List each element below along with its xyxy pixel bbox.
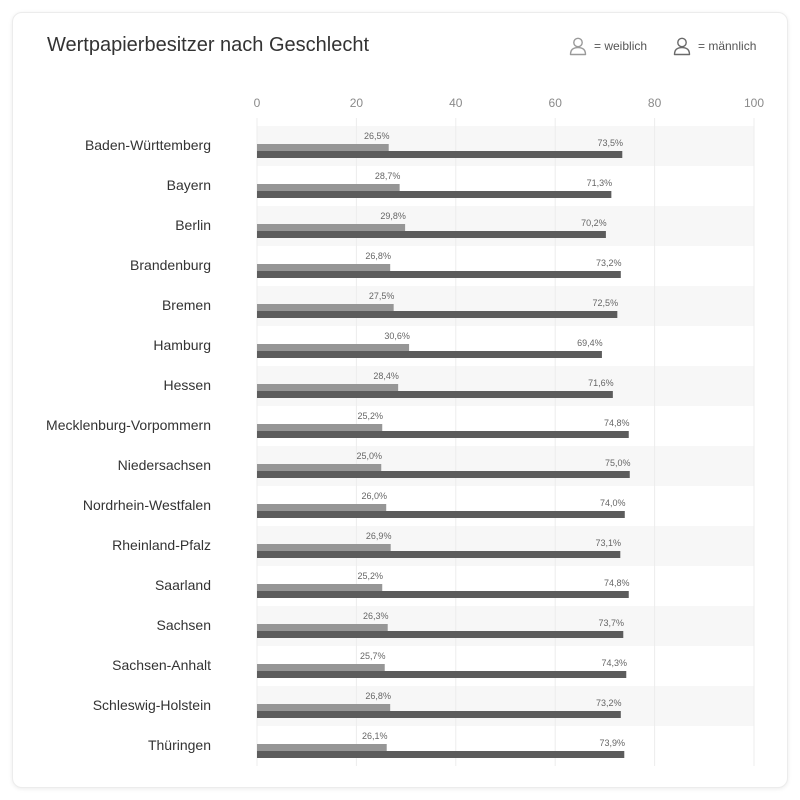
bar-weiblich bbox=[257, 144, 389, 151]
data-label-maennlich: 71,3% bbox=[586, 178, 613, 188]
bar-weiblich bbox=[257, 584, 382, 591]
data-label-weiblich: 26,0% bbox=[361, 491, 387, 501]
x-tick-label: 60 bbox=[548, 96, 562, 110]
bar-maennlich bbox=[257, 671, 626, 678]
bar-weiblich bbox=[257, 464, 381, 471]
category-label: Thüringen bbox=[147, 737, 211, 753]
bar-weiblich bbox=[257, 384, 398, 391]
data-label-weiblich: 27,5% bbox=[368, 291, 395, 301]
data-label-weiblich: 26,8% bbox=[365, 691, 391, 701]
data-label-maennlich: 69,4% bbox=[577, 338, 603, 348]
legend-label-maennlich: = männlich bbox=[698, 39, 757, 53]
bar-maennlich bbox=[257, 631, 623, 638]
bar-weiblich bbox=[257, 744, 387, 751]
bar-maennlich bbox=[257, 271, 621, 278]
bar-maennlich bbox=[257, 551, 620, 558]
data-label-weiblich: 28,7% bbox=[374, 171, 401, 181]
data-label-maennlich: 74,3% bbox=[601, 658, 628, 668]
bar-maennlich bbox=[257, 711, 621, 718]
category-label: Rheinland-Pfalz bbox=[112, 537, 211, 553]
category-label: Niedersachsen bbox=[117, 457, 211, 473]
bar-maennlich bbox=[257, 591, 629, 598]
category-label: Bayern bbox=[166, 177, 211, 193]
data-label-weiblich: 26,5% bbox=[363, 131, 390, 141]
x-tick-label: 0 bbox=[253, 96, 261, 110]
bar-weiblich bbox=[257, 424, 382, 431]
bar-maennlich bbox=[257, 471, 630, 478]
data-label-weiblich: 30,6% bbox=[384, 331, 410, 341]
category-label: Brandenburg bbox=[130, 257, 211, 273]
bar-weiblich bbox=[257, 544, 391, 551]
bar-weiblich bbox=[257, 504, 386, 511]
category-label: Sachsen bbox=[156, 617, 211, 633]
category-label: Schleswig-Holstein bbox=[92, 697, 211, 713]
data-label-maennlich: 70,2% bbox=[581, 218, 607, 228]
data-label-weiblich: 26,9% bbox=[365, 531, 392, 541]
category-label: Hessen bbox=[163, 377, 211, 393]
data-label-maennlich: 72,5% bbox=[592, 298, 619, 308]
category-label: Berlin bbox=[175, 217, 211, 233]
bar-maennlich bbox=[257, 511, 625, 518]
bar-weiblich bbox=[257, 304, 394, 311]
bar-weiblich bbox=[257, 344, 409, 351]
data-label-maennlich: 73,7% bbox=[598, 618, 625, 628]
bar-weiblich bbox=[257, 224, 405, 231]
x-tick-label: 100 bbox=[743, 96, 765, 110]
category-label: Sachsen-Anhalt bbox=[112, 657, 211, 673]
data-label-maennlich: 73,9% bbox=[599, 738, 626, 748]
bar-weiblich bbox=[257, 184, 400, 191]
data-label-weiblich: 26,1% bbox=[361, 731, 388, 741]
data-label-weiblich: 25,7% bbox=[359, 651, 386, 661]
x-tick-label: 40 bbox=[449, 96, 463, 110]
category-label: Baden-Württemberg bbox=[84, 137, 211, 153]
data-label-weiblich: 29,8% bbox=[380, 211, 406, 221]
data-label-weiblich: 26,3% bbox=[362, 611, 389, 621]
data-label-maennlich: 73,2% bbox=[596, 698, 622, 708]
category-label: Mecklenburg-Vorpommern bbox=[46, 417, 211, 433]
data-label-maennlich: 75,0% bbox=[604, 458, 631, 468]
data-label-maennlich: 73,5% bbox=[597, 138, 624, 148]
data-label-maennlich: 71,6% bbox=[588, 378, 614, 388]
data-label-weiblich: 25,0% bbox=[356, 451, 383, 461]
data-label-maennlich: 74,0% bbox=[600, 498, 626, 508]
x-tick-label: 80 bbox=[647, 96, 662, 110]
data-label-maennlich: 74,8% bbox=[603, 418, 630, 428]
x-tick-label: 20 bbox=[349, 96, 364, 110]
bar-maennlich bbox=[257, 751, 624, 758]
bar-weiblich bbox=[257, 624, 388, 631]
bar-weiblich bbox=[257, 704, 390, 711]
bar-maennlich bbox=[257, 431, 629, 438]
legend-label-weiblich: = weiblich bbox=[594, 39, 648, 53]
bar-weiblich bbox=[257, 664, 385, 671]
category-label: Saarland bbox=[154, 577, 211, 593]
bar-maennlich bbox=[257, 391, 613, 398]
category-label: Hamburg bbox=[153, 337, 211, 353]
bar-maennlich bbox=[257, 191, 611, 198]
chart-title: Wertpapierbesitzer nach Geschlecht bbox=[47, 34, 370, 56]
bar-maennlich bbox=[257, 231, 606, 238]
data-label-weiblich: 26,8% bbox=[365, 251, 391, 261]
bar-maennlich bbox=[257, 351, 602, 358]
data-label-maennlich: 73,1% bbox=[595, 538, 622, 548]
bar-maennlich bbox=[257, 151, 622, 158]
bar-maennlich bbox=[257, 311, 617, 318]
data-label-maennlich: 73,2% bbox=[596, 258, 622, 268]
data-label-weiblich: 25,2% bbox=[357, 571, 384, 581]
category-label: Nordrhein-Westfalen bbox=[82, 497, 211, 513]
data-label-weiblich: 25,2% bbox=[357, 411, 384, 421]
data-label-maennlich: 74,8% bbox=[603, 578, 630, 588]
category-label: Bremen bbox=[161, 297, 211, 313]
bar-weiblich bbox=[257, 264, 390, 271]
data-label-weiblich: 28,4% bbox=[373, 371, 399, 381]
